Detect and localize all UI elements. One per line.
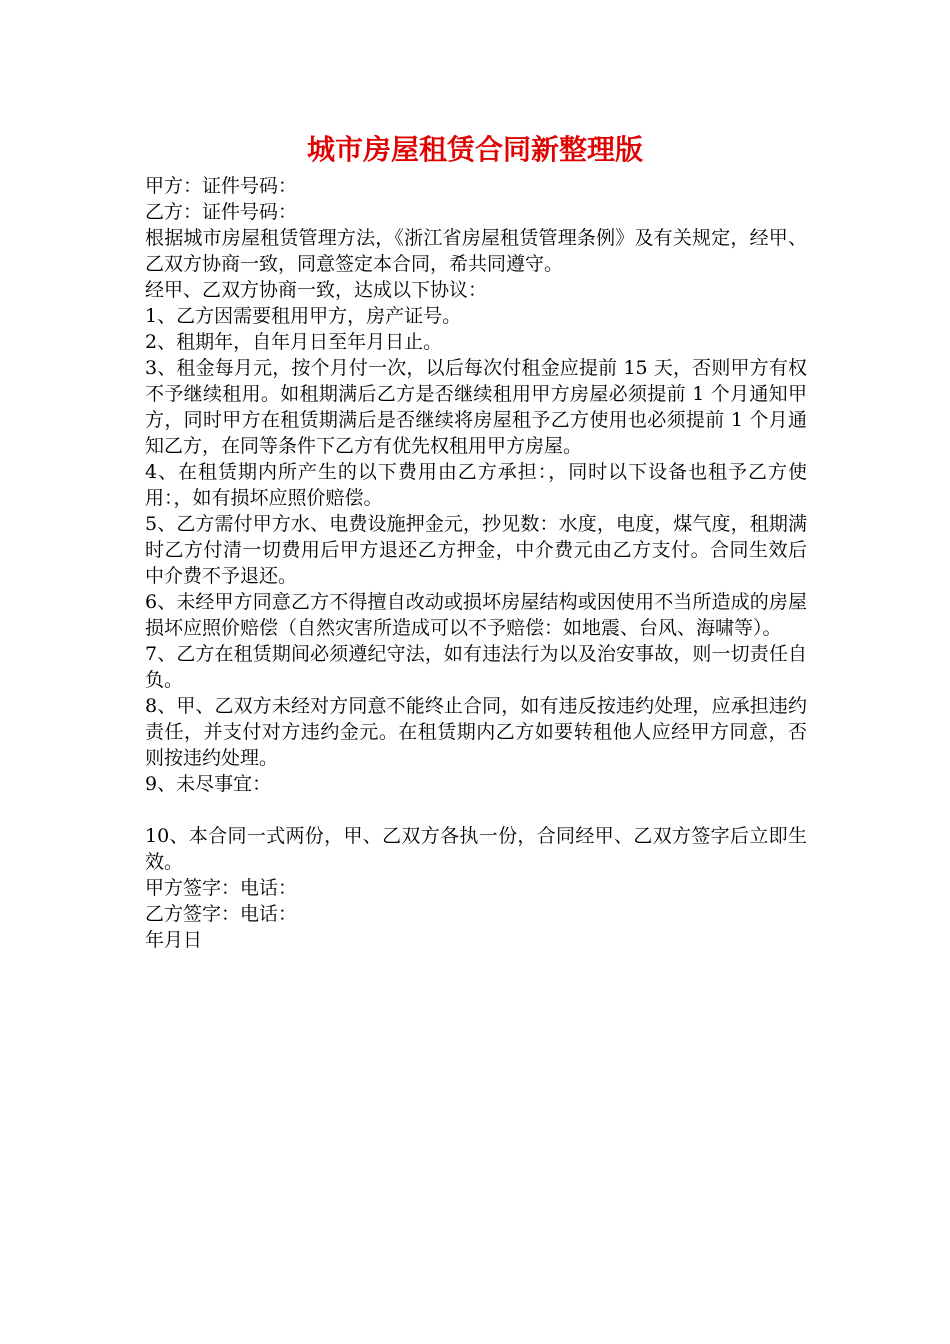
party-a-signature: 甲方签字：电话： [145, 877, 298, 899]
clause-1: 1、乙方因需要租用甲方，房产证号。 [145, 305, 462, 327]
clause-9: 9、未尽事宜： [145, 773, 272, 795]
date-line: 年月日 [145, 929, 203, 951]
party-b-signature: 乙方签字：电话： [145, 903, 298, 925]
clause-8: 8、甲、乙双方未经对方同意不能终止合同，如有违反按违约处理，应承担违约责任，并支付对方违约金元。在租赁期内乙方如要转租他人应经甲方同意，否则按违约处理。 [145, 695, 807, 769]
agreement-intro: 经甲、乙双方协商一致，达成以下协议： [145, 279, 488, 301]
clause-6: 6、未经甲方同意乙方不得擅自改动或损坏房屋结构或因使用不当所造成的房屋损坏应照价赔偿（自然灾害所造成可以不予赔偿：如地震、台风、海啸等）。 [145, 591, 807, 639]
clause-4: 4、在租赁期内所产生的以下费用由乙方承担：，同时以下设备也租予乙方使用：，如有损坏应照价赔偿。 [145, 461, 807, 509]
clause-10: 10、本合同一式两份，甲、乙双方各执一份，合同经甲、乙双方签字后立即生效。 [145, 825, 807, 873]
party-b-line: 乙方：证件号码： [145, 201, 298, 223]
preamble-paragraph: 根据城市房屋租赁管理方法，《浙江省房屋租赁管理条例》及有关规定，经甲、乙双方协商一致，同意签定本合同，希共同遵守。 [145, 227, 807, 275]
clause-5: 5、乙方需付甲方水、电费设施押金元，抄见数：水度，电度，煤气度，租期满时乙方付清一切费用后甲方退还乙方押金，中介费元由乙方支付。合同生效后中介费不予退还。 [145, 513, 807, 587]
party-a-line: 甲方：证件号码： [145, 175, 298, 197]
document-body [145, 173, 807, 953]
clause-7: 7、乙方在租赁期间必须遵纪守法，如有违法行为以及治安事故，则一切责任自负。 [145, 643, 807, 691]
clause-3: 3、租金每月元，按个月付一次，以后每次付租金应提前 15 天，否则甲方有权不予继续租用。如租期满后乙方是否继续租用甲方房屋必须提前 1 个月通知甲方，同时甲方在租赁期满后是否继续将房屋租予乙方使用也必须提前 1 个月通知乙方，在同等条件下乙方有优先权租用甲方房屋。 [145, 357, 807, 457]
document-title: 城市房屋租赁合同新整理版 [306, 133, 643, 166]
blank-line [145, 797, 807, 823]
clause-2: 2、租期年，自年月日至年月日止。 [145, 331, 443, 353]
